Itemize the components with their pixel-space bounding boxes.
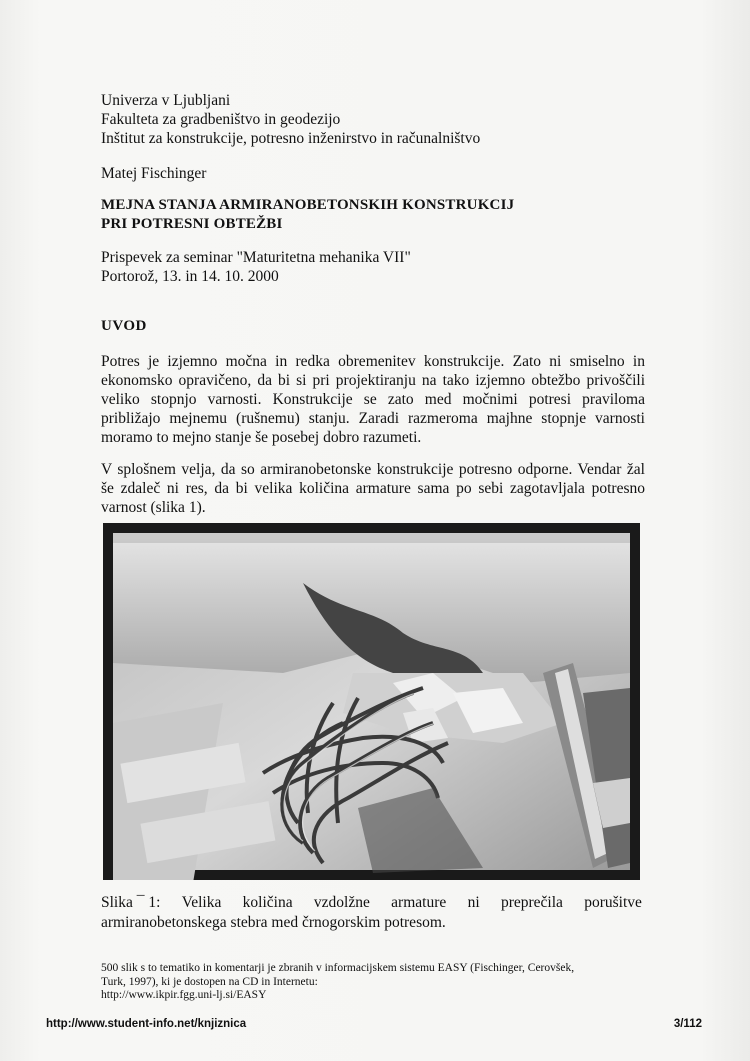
caption-word: Slika ¯ 1: xyxy=(101,894,161,911)
caption-word: količina xyxy=(242,894,293,911)
paragraph-2-line: varnost (slika 1). xyxy=(101,499,206,516)
paragraph-1-line: približajo mejnemu (rušnemu) stanju. Zaradi razmeroma majhne stopnje varnosti xyxy=(101,410,645,427)
title-line-1: MEJNA STANJA ARMIRANOBETONSKIH KONSTRUKCIJ xyxy=(101,197,515,213)
footnote-url[interactable]: http://www.ikpir.fgg.uni-lj.si/EASY xyxy=(101,989,267,1001)
seminar-name: Prispevek za seminar "Maturitetna mehanika VII" xyxy=(101,249,411,266)
paragraph-1-line: ekonomsko opravičeno, da bi si pri projektiranju na tako izjemno obtežbo privoščili xyxy=(101,372,645,389)
paragraph-2 xyxy=(101,460,645,517)
figure-caption xyxy=(101,893,642,933)
section-heading: UVOD xyxy=(101,318,147,334)
paragraph-1-line: veliko stopnjo varnosti. Konstrukcije se zato med močnimi potresi praviloma xyxy=(101,391,645,408)
footnote-line-1: 500 slik s to tematiko in komentarji je zbranih v informacijskem sistemu EASY (Fischinger, Cerovšek, xyxy=(101,962,575,974)
caption-word: ni xyxy=(467,894,480,911)
title-line-2: PRI POTRESNI OBTEŽBI xyxy=(101,216,283,232)
caption-word: Velika xyxy=(181,894,222,911)
paragraph-1-line: Potres je izjemno močna in redka obremenitev konstrukcije. Zato ni smiselno in xyxy=(101,353,645,370)
document-title xyxy=(101,196,645,234)
photo-illustration xyxy=(103,523,640,880)
paragraph-1 xyxy=(101,352,645,447)
footer-link[interactable]: http://www.student-info.net/knjiznica xyxy=(46,1018,247,1030)
footnote-line-2: Turk, 1997), ki je dostopen na CD in Internetu: xyxy=(101,975,318,988)
caption-line-2: armiranobetonskega stebra med črnogorskim potresom. xyxy=(101,914,446,931)
caption-word: porušitve xyxy=(584,894,642,911)
university-name: Univerza v Ljubljani xyxy=(101,92,231,109)
paragraph-1-line: moramo to mejno stanje še posebej dobro razumeti. xyxy=(101,429,422,446)
seminar-place-date: Portorož, 13. in 14. 10. 2000 xyxy=(101,268,279,285)
page-number: 3/112 xyxy=(673,1018,702,1030)
footnote xyxy=(101,962,649,1003)
faculty-name: Fakulteta za gradbeništvo in geodezijo xyxy=(101,111,341,128)
author-name: Matej Fischinger xyxy=(101,165,207,182)
caption-word: armature xyxy=(391,894,447,911)
caption-word: preprečila xyxy=(500,894,563,911)
paragraph-2-line: še zdaleč ni res, da bi velika količina armature sama po sebi zagotavljala potresno xyxy=(101,480,645,497)
column-failure-photo xyxy=(103,523,640,880)
institute-name: Inštitut za konstrukcije, potresno inženirstvo in računalništvo xyxy=(101,130,481,147)
institution-header xyxy=(101,91,645,148)
caption-word: vzdolžne xyxy=(313,894,370,911)
paragraph-2-line: V splošnem velja, da so armiranobetonske konstrukcije potresno odporne. Vendar žal xyxy=(101,461,645,478)
caption-line-1 xyxy=(101,893,642,913)
seminar-info xyxy=(101,248,645,286)
